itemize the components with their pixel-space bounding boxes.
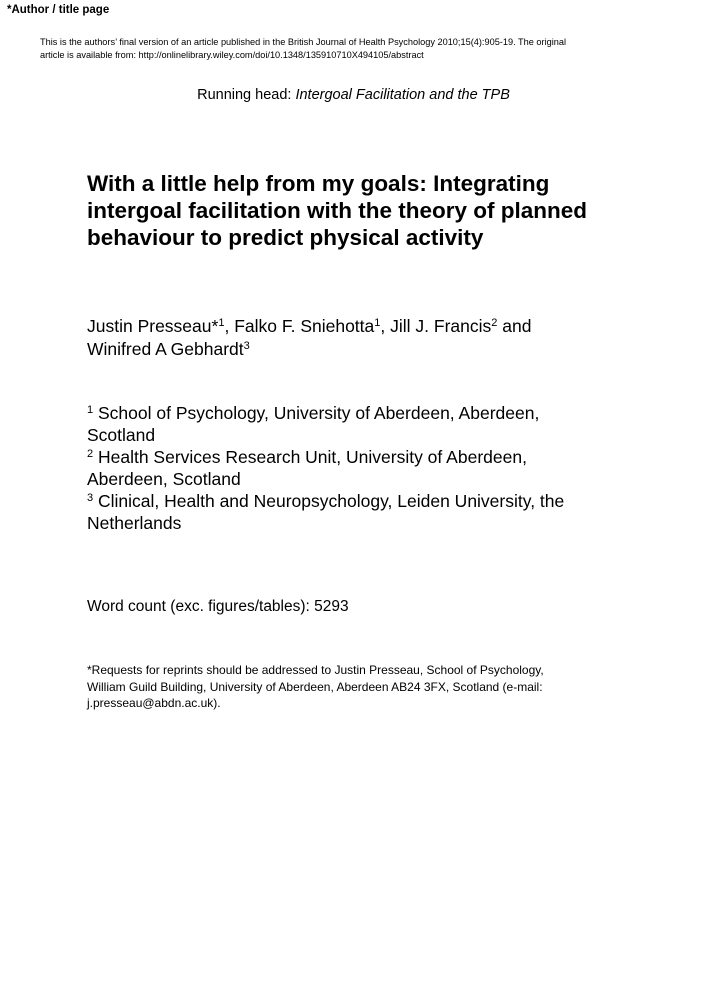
title-line: intergoal facilitation with the theory of planned (87, 198, 588, 223)
author-separator: and (497, 316, 532, 336)
notice-line: This is the authors’ final version of an article published in the British Journal of Health Psychology 2010;15(4):905-19. The original (40, 37, 567, 47)
title-line: behaviour to predict physical activity (87, 225, 484, 250)
author-name: Justin Presseau* (87, 316, 219, 336)
author-list (87, 315, 647, 361)
reprints-line: j.presseau@abdn.ac.uk). (87, 696, 221, 710)
article-title (87, 170, 647, 251)
affiliation-line: Aberdeen, Scotland (87, 469, 241, 489)
author-affiliation-mark: 1 (218, 317, 225, 329)
affiliation-number: 2 (87, 448, 94, 460)
author-affiliation-mark: 3 (243, 340, 250, 352)
author-affiliation-mark: 2 (491, 317, 498, 329)
affiliation-line (87, 490, 667, 512)
reprints-line: William Guild Building, University of Aberdeen, Aberdeen AB24 3FX, Scotland (e-mail: (87, 679, 543, 694)
affiliation-line (87, 446, 667, 468)
reprints-note (87, 662, 667, 712)
affiliation-list (87, 402, 667, 534)
affiliation-number: 3 (87, 492, 94, 504)
publication-notice (40, 36, 660, 62)
author-line (87, 315, 647, 338)
running-head (0, 87, 707, 103)
affiliation-text: School of Psychology, University of Aberdeen, Aberdeen, (93, 403, 540, 423)
author-line (87, 338, 647, 361)
author-separator: , (380, 316, 391, 336)
affiliation-line: Netherlands (87, 513, 182, 533)
notice-line: article is available from: http://onlinelibrary.wiley.com/doi/10.1348/135910710X494105/abstract (40, 50, 424, 60)
affiliation-text: Health Services Research Unit, University of Aberdeen, (93, 447, 527, 467)
affiliation-number: 1 (87, 404, 94, 416)
reprints-line: *Requests for reprints should be addressed to Justin Presseau, School of Psychology, (87, 663, 544, 677)
word-count: Word count (exc. figures/tables): 5293 (87, 598, 349, 615)
author-name: Jill J. Francis (390, 316, 492, 336)
page-tag: *Author / title page (7, 4, 110, 16)
affiliation-line: Scotland (87, 425, 156, 445)
running-head-label: Running head: (197, 87, 296, 103)
title-line: With a little help from my goals: Integrating (87, 171, 550, 196)
author-separator: , (224, 316, 235, 336)
author-affiliation-mark: 1 (374, 317, 381, 329)
affiliation-text: Clinical, Health and Neuropsychology, Leiden University, the (93, 491, 565, 511)
affiliation-line (87, 402, 667, 424)
running-head-text: Intergoal Facilitation and the TPB (295, 87, 510, 103)
author-name: Winifred A Gebhardt (87, 339, 244, 359)
author-name: Falko F. Sniehotta (234, 316, 375, 336)
